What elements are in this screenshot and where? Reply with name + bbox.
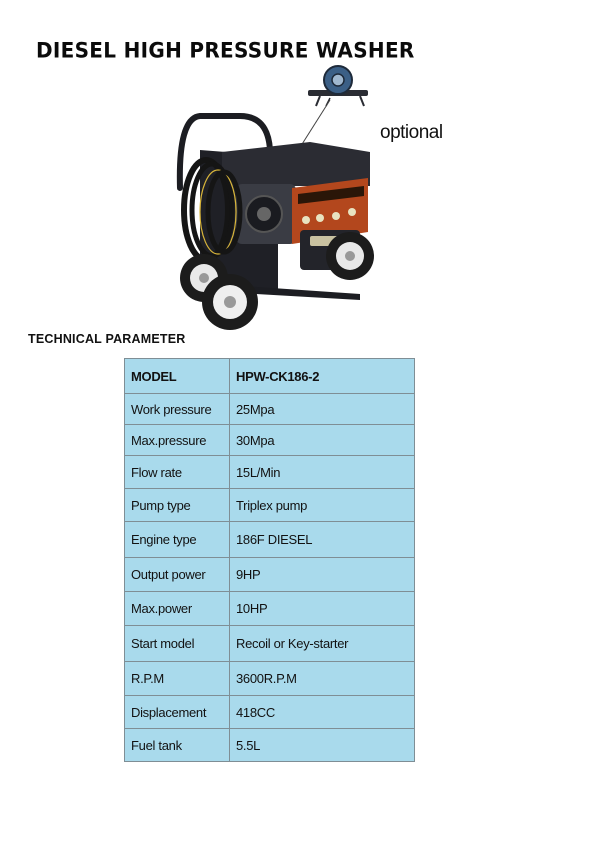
- table-row: [125, 662, 415, 696]
- hose-reel-icon: [308, 66, 368, 106]
- table-row: [125, 456, 415, 489]
- wheel-icon: [326, 232, 374, 280]
- parameter-label: Start model: [125, 626, 230, 662]
- table-row: [125, 489, 415, 522]
- table-row: [125, 592, 415, 626]
- pressure-washer-image: [160, 60, 390, 340]
- table-header-value: HPW-CK186-2: [230, 359, 415, 394]
- parameter-value: 9HP: [230, 558, 415, 592]
- parameter-label: Max.power: [125, 592, 230, 626]
- wheel-icon: [202, 274, 258, 330]
- table-header-row: [125, 359, 415, 394]
- parameter-value: 418CC: [230, 696, 415, 729]
- parameter-value: 15L/Min: [230, 456, 415, 489]
- parameter-label: Pump type: [125, 489, 230, 522]
- parameter-label: Flow rate: [125, 456, 230, 489]
- parameter-value: 30Mpa: [230, 425, 415, 456]
- table-row: [125, 558, 415, 592]
- table-row: [125, 696, 415, 729]
- technical-parameter-table: [124, 358, 415, 762]
- parameter-label: Engine type: [125, 522, 230, 558]
- parameter-value: 10HP: [230, 592, 415, 626]
- parameter-label: Output power: [125, 558, 230, 592]
- table-row: [125, 626, 415, 662]
- parameter-label: R.P.M: [125, 662, 230, 696]
- parameter-label: Max.pressure: [125, 425, 230, 456]
- optional-label: optional: [380, 122, 443, 143]
- parameter-value: Triplex pump: [230, 489, 415, 522]
- parameter-value: 186F DIESEL: [230, 522, 415, 558]
- table-row: [125, 729, 415, 762]
- parameter-value: 25Mpa: [230, 394, 415, 425]
- section-heading: TECHNICAL PARAMETER: [28, 332, 186, 346]
- parameter-value: 3600R.P.M: [230, 662, 415, 696]
- parameter-label: Work pressure: [125, 394, 230, 425]
- table-row: [125, 425, 415, 456]
- table-header-label: MODEL: [125, 359, 230, 394]
- page-title: DIESEL HIGH PRESSURE WASHER: [36, 37, 415, 63]
- table-row: [125, 522, 415, 558]
- parameter-value: Recoil or Key-starter: [230, 626, 415, 662]
- parameter-value: 5.5L: [230, 729, 415, 762]
- parameter-label: Displacement: [125, 696, 230, 729]
- parameter-label: Fuel tank: [125, 729, 230, 762]
- table-row: [125, 394, 415, 425]
